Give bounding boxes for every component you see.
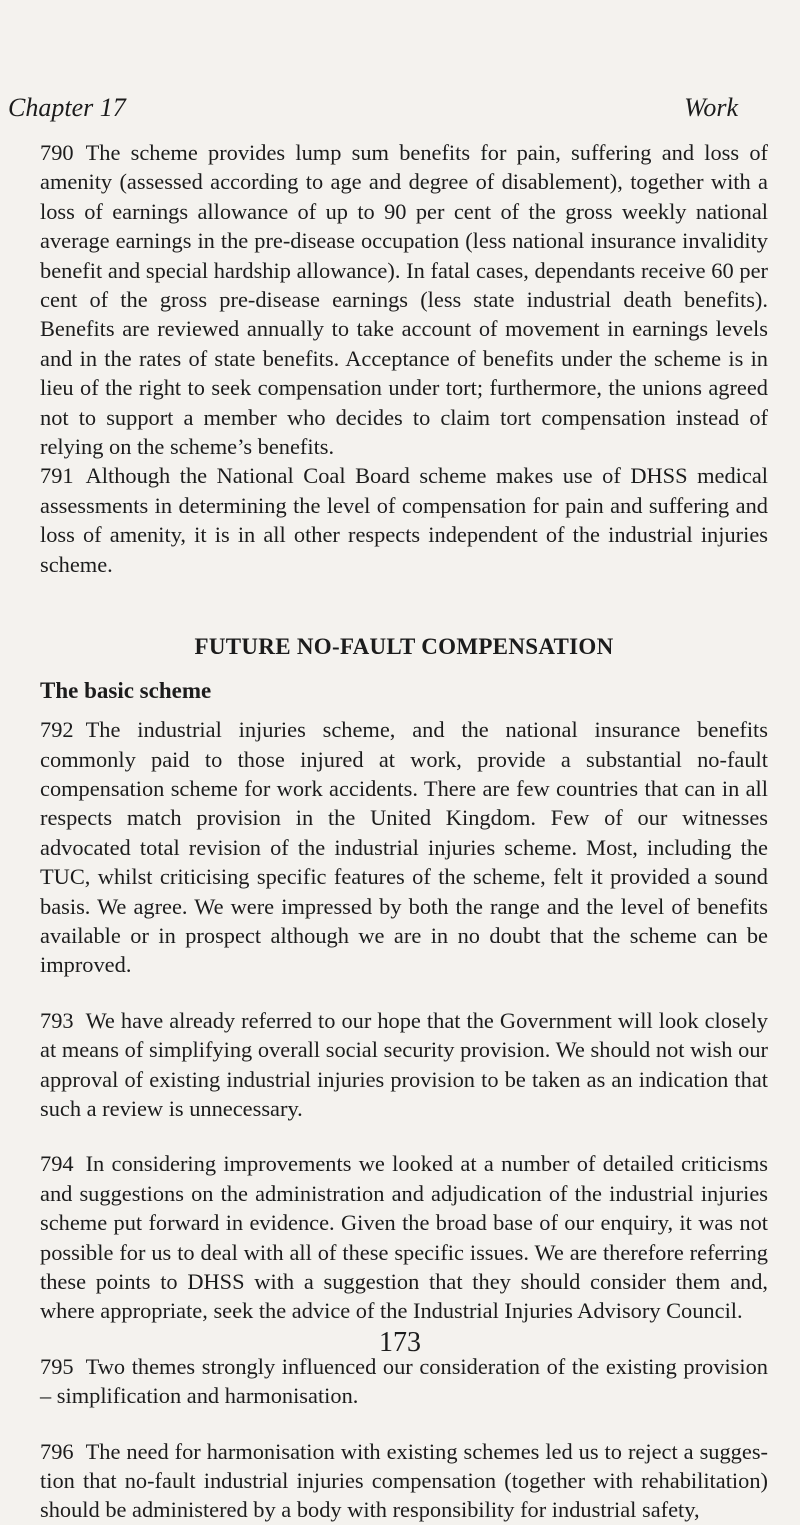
paragraph-text: Although the National Coal Board scheme makes use of DHSS medical assessments in determining the level of compensation for pain and suffering and loss of amenity, it is in all other respects independent of the industrial injuries scheme. (40, 463, 768, 577)
paragraph-number: 790 (40, 140, 74, 165)
paragraph-794 (40, 1149, 768, 1325)
paragraph-796 (40, 1437, 768, 1525)
paragraph-text: We have already referred to our hope that the Government will look closely at means of simplifying overall social security provision. We should not wish our approval of existing industrial injuries provision to be taken as an indication that such a review is unnecessary. (40, 1007, 768, 1121)
paragraph-790 (40, 138, 768, 461)
paragraph-text: The need for harmonisation with existing schemes led us to reject a sugges-tion that no-fault industrial injuries compensation (together with rehabilitation) should be administered by a body with responsibility for industrial safety, (40, 1438, 768, 1523)
paragraph-number: 791 (40, 463, 74, 489)
paragraph-number: 794 (40, 1151, 74, 1177)
paragraph-793 (40, 1006, 768, 1124)
paragraph-792 (40, 715, 768, 980)
section-label: Work (684, 93, 738, 122)
paragraph-text: Two themes strongly influenced our consideration of the existing provision – simplification and harmonisation. (40, 1353, 768, 1409)
running-head (8, 94, 738, 122)
chapter-label: Chapter 17 (8, 93, 126, 122)
paragraph-text: The industrial injuries scheme, and the national insurance benefits commonly paid to those injured at work, provide a substantial no-fault compensation scheme for work accidents. There are few countries that can in all respects match provision in the United Kingdom. Few of our witnesses advocated total revision of the industrial injuries scheme. Most, including the TUC, whilst criticising specific features of the scheme, felt it provided a sound basis. We agree. We were impressed by both the range and the level of benefits available or in prospect although we are in no doubt that the scheme can be improved. (40, 717, 768, 978)
section-title: FUTURE NO-FAULT COMPENSATION (194, 634, 614, 660)
paragraph-text: The scheme provides lump sum benefits for pain, suffering and loss of amenity (assessed according to age and degree of disablement), together with a loss of earnings allowance of up to 90 per cent of the gross weekly national average earnings in the pre-disease occupation (less national insurance invalidity benefit and special hardship allowance). In fatal cases, dependants receive 60 per cent of the gross pre-disease earnings (less state industrial death benefits). Benefits are reviewed annually to take account of movement in earnings levels and in the rates of state benefits. Acceptance of benefits under the scheme is in lieu of the right to seek compensation under tort; furthermore, the unions agreed not to support a member who decides to claim tort compensation instead of relying on the scheme’s benefits. (40, 140, 768, 460)
page-body (40, 138, 768, 1525)
paragraph-number: 795 (40, 1353, 74, 1379)
page-number: 173 (379, 1327, 421, 1358)
paragraph-number: 792 (40, 717, 74, 743)
subheading: The basic scheme (40, 678, 212, 704)
paragraph-number: 796 (40, 1438, 74, 1464)
paragraph-795 (40, 1352, 768, 1411)
paragraph-number: 793 (40, 1007, 74, 1033)
paragraph-text: In considering improvements we looked at a number of detailed criticisms and suggestions on the administration and adjudication of the industrial injuries scheme put forward in evidence. Given the broad base of our enquiry, it was not possible for us to deal with all of these specific issues. We are therefore referring these points to DHSS with a suggestion that they should consider them and, where appropriate, seek the advice of the Industrial Injuries Advisory Council. (40, 1151, 768, 1324)
paragraph-791 (40, 461, 768, 579)
